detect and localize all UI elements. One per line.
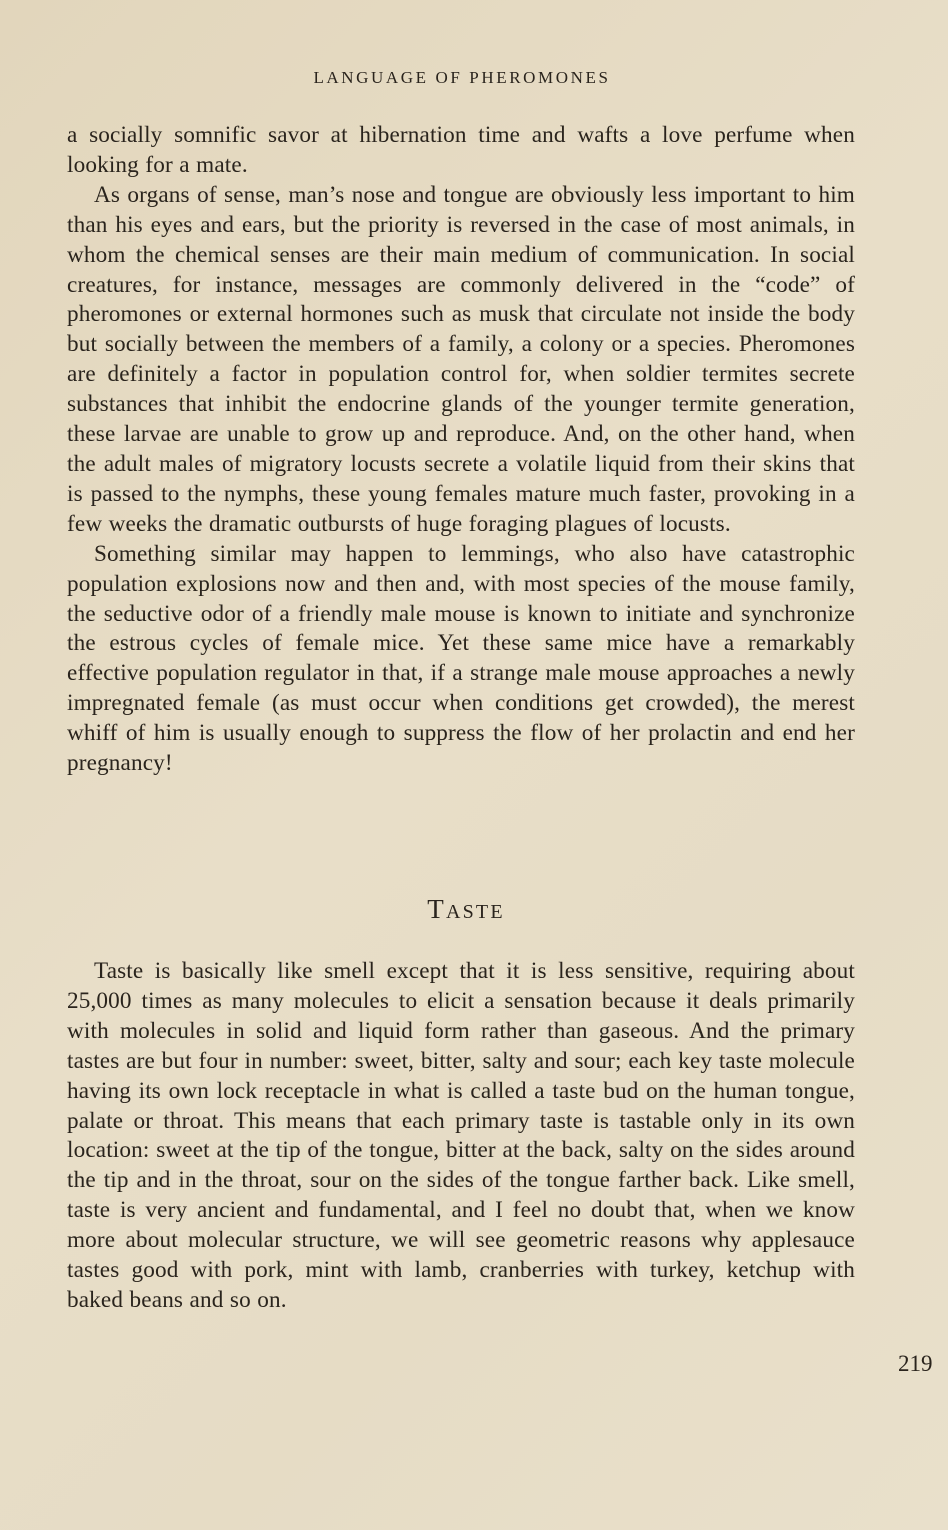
section-heading-small-caps: ASTE (445, 901, 505, 923)
body-text-section-one (67, 121, 855, 779)
page-number: 219 (898, 1351, 933, 1376)
running-head: LANGUAGE OF PHEROMONES (313, 68, 611, 87)
paragraph-continuation: a socially somnific savor at hibernation time and wafts a love perfume when looking for a mate. (67, 122, 855, 178)
section-heading-taste (0, 894, 932, 925)
paragraph-organs-of-sense: As organs of sense, man’s nose and tongue are obviously less important to him than his eyes and ears, but the priority is reversed in the case of most animals, in whom the chemical senses are their main medium of communication. In social creatures, for instance, messages are commonly delivered in the “code” of pheromones or external hormones such as musk that circulate not inside the body but socially between the members of a family, a colony or a species. Pheromones are definitely a factor in population control for, when soldier termites secrete substances that inhibit the endocrine glands of the younger termite generation, these larvae are unable to grow up and reproduce. And, on the other hand, when the adult males of migratory locusts secrete a volatile liquid from their skins that is passed to the nymphs, these young females mature much faster, provoking in a few weeks the dramatic outbursts of huge foraging plagues of locusts. (67, 181, 855, 537)
paragraph-taste: Taste is basically like smell except that it is less sensitive, requiring about 25,000 times as many molecules to elicit a sensation because it deals primarily with molecules in solid and liquid form rather than gaseous. And the primary tastes are but four in number: sweet, bitter, salty and sour; each key taste molecule having its own lock receptacle in what is called a taste bud on the human tongue, palate or throat. This means that each primary taste is tastable only in its own location: sweet at the tip of the tongue, bitter at the back, salty on the sides around the tip and in the throat, sour on the sides of the tongue farther back. Like smell, taste is very ancient and fundamental, and I feel no doubt that, when we know more about molecular structure, we will see geometric reasons why applesauce tastes good with pork, mint with lamb, cranberries with turkey, ketchup with baked beans and so on. (67, 958, 855, 1313)
section-heading-initial: T (427, 894, 446, 924)
paragraph-lemmings: Something similar may happen to lemmings, who also have catastrophic population explosions now and then and, with most species of the mouse family, the seductive odor of a friendly male mouse is known to initiate and synchronize the estrous cycles of female mice. Yet these same mice have a remarkably effective population regulator in that, if a strange male mouse approaches a newly impregnated female (as must occur when conditions get crowded), the merest whiff of him is usually enough to suppress the flow of her prolactin and end her pregnancy! (67, 540, 855, 777)
body-text-section-taste (67, 957, 855, 1316)
